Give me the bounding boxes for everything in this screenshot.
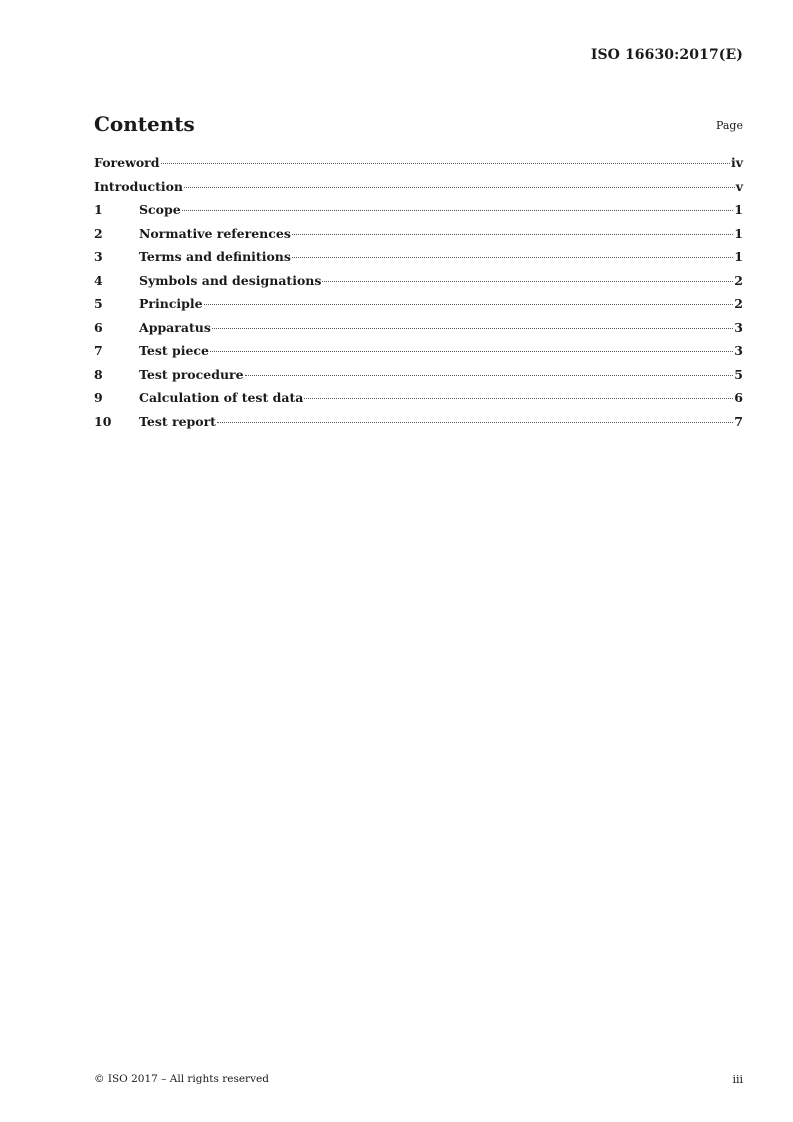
toc-entry-introduction[interactable] bbox=[94, 179, 743, 203]
toc-entry-number: 3 bbox=[94, 249, 103, 264]
toc-entry-page[interactable]: 2 bbox=[734, 272, 743, 288]
toc-entry-page[interactable]: 7 bbox=[734, 413, 743, 429]
toc-entry-title[interactable]: Foreword bbox=[94, 155, 160, 170]
toc-entry-title[interactable]: Scope bbox=[139, 202, 181, 217]
toc-entry-number: 1 bbox=[94, 202, 103, 217]
toc-entry-normative-references[interactable] bbox=[94, 226, 743, 250]
toc-dot-leader bbox=[161, 163, 730, 164]
contents-title: Contents bbox=[94, 112, 195, 136]
toc-entry-number: 2 bbox=[94, 225, 103, 241]
toc-entry-page[interactable]: 1 bbox=[734, 249, 743, 264]
toc-entry-title[interactable]: Introduction bbox=[94, 178, 184, 194]
toc-entry-foreword[interactable] bbox=[94, 155, 743, 179]
toc-entry-title[interactable]: Test piece bbox=[139, 343, 209, 358]
toc-dot-leader bbox=[304, 398, 733, 399]
toc-entry-title[interactable]: Test report bbox=[139, 413, 216, 429]
toc-entry-number: 9 bbox=[94, 390, 103, 405]
toc-entry-title[interactable]: Principle bbox=[139, 296, 203, 311]
toc-entry-number: 5 bbox=[94, 296, 103, 311]
toc-entry-title[interactable]: Test procedure bbox=[139, 366, 244, 382]
toc-dot-leader bbox=[292, 257, 733, 258]
page-number: iii bbox=[732, 1073, 743, 1086]
toc-entry-principle[interactable] bbox=[94, 296, 743, 320]
toc-entry-title[interactable]: Normative references bbox=[139, 225, 291, 241]
toc-entry-page[interactable]: v bbox=[735, 178, 743, 194]
toc-entry-page[interactable]: 1 bbox=[734, 225, 743, 241]
toc-entry-page[interactable]: 5 bbox=[734, 366, 743, 382]
toc-entry-page[interactable]: 3 bbox=[734, 343, 743, 358]
page-column-label: Page bbox=[715, 119, 743, 132]
toc-dot-leader bbox=[212, 328, 733, 329]
toc-entry-number: 8 bbox=[94, 366, 103, 382]
toc-entry-calculation-of-test-data[interactable] bbox=[94, 390, 743, 414]
toc-entry-test-piece[interactable] bbox=[94, 343, 743, 367]
table-of-contents bbox=[94, 155, 743, 437]
toc-dot-leader bbox=[292, 234, 733, 235]
toc-entry-page[interactable]: 3 bbox=[734, 319, 743, 335]
document-id: ISO 16630:2017(E) bbox=[590, 47, 743, 63]
toc-dot-leader bbox=[217, 422, 733, 423]
toc-dot-leader bbox=[204, 304, 734, 305]
toc-dot-leader bbox=[322, 281, 733, 282]
toc-entry-number: 6 bbox=[94, 319, 103, 335]
toc-entry-page[interactable]: iv bbox=[730, 155, 743, 170]
toc-entry-test-report[interactable] bbox=[94, 414, 743, 438]
toc-entry-scope[interactable] bbox=[94, 202, 743, 226]
toc-entry-number: 4 bbox=[94, 272, 103, 288]
toc-entry-apparatus[interactable] bbox=[94, 320, 743, 344]
toc-entry-title[interactable]: Symbols and designations bbox=[139, 272, 322, 288]
copyright-notice: © ISO 2017 – All rights reserved bbox=[94, 1073, 269, 1085]
toc-dot-leader bbox=[210, 351, 733, 352]
toc-entry-title[interactable]: Calculation of test data bbox=[139, 390, 304, 405]
toc-entry-title[interactable]: Terms and definitions bbox=[139, 249, 291, 264]
toc-entry-number: 7 bbox=[94, 343, 103, 358]
toc-entry-terms-and-definitions[interactable] bbox=[94, 249, 743, 273]
toc-dot-leader bbox=[184, 187, 735, 188]
toc-entry-page[interactable]: 1 bbox=[734, 202, 743, 217]
toc-entry-test-procedure[interactable] bbox=[94, 367, 743, 391]
toc-entry-page[interactable]: 6 bbox=[734, 390, 743, 405]
toc-dot-leader bbox=[182, 210, 734, 211]
toc-dot-leader bbox=[245, 375, 734, 376]
toc-entry-number: 10 bbox=[94, 413, 112, 429]
toc-entry-title[interactable]: Apparatus bbox=[139, 319, 211, 335]
toc-entry-page[interactable]: 2 bbox=[734, 296, 743, 311]
toc-entry-symbols-and-designations[interactable] bbox=[94, 273, 743, 297]
